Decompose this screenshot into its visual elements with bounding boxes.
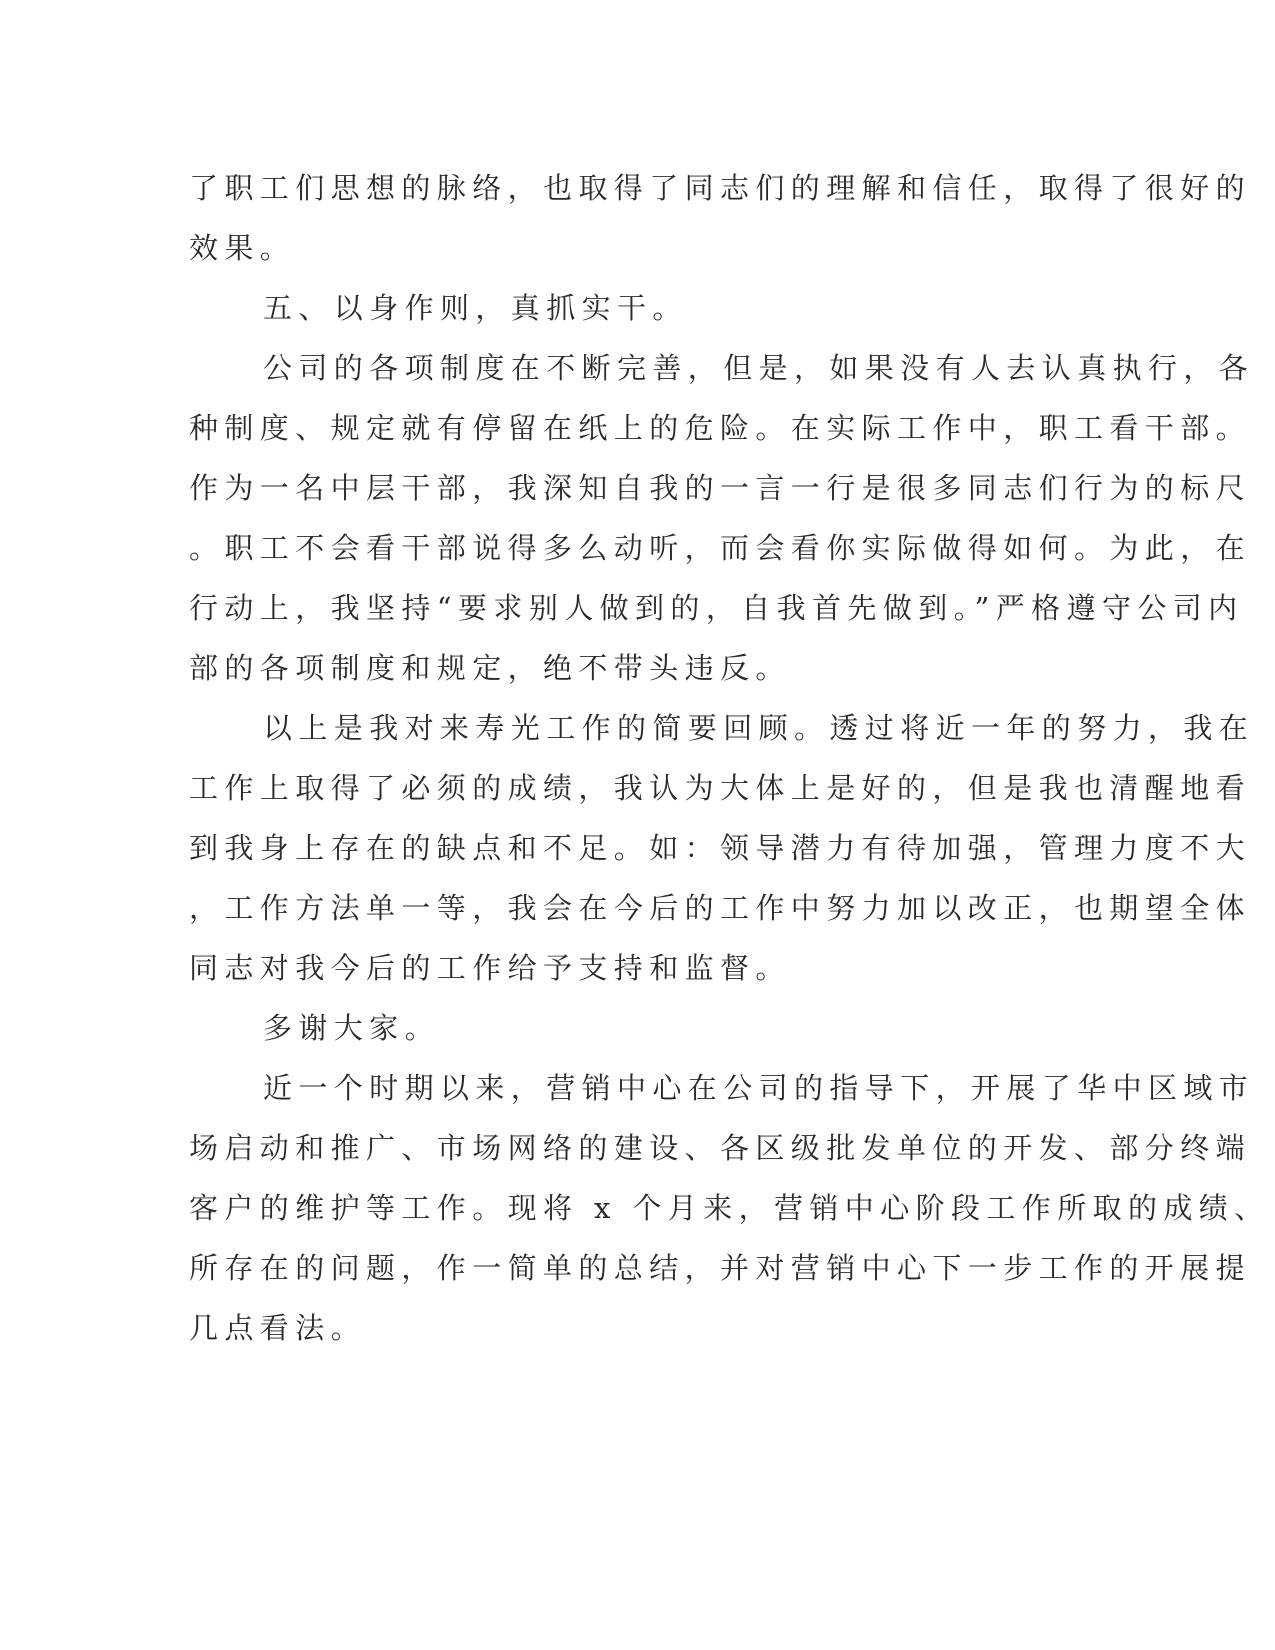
text-line: ，工作方法单一等，我会在今后的工作中努力加以改正，也期望全体 <box>189 891 1252 925</box>
text-line: 效果。 <box>189 231 296 265</box>
document-body <box>189 158 1270 1358</box>
section-heading: 五、以身作则，真抓实干。 <box>263 291 688 325</box>
text-line: 部的各项制度和规定，绝不带头违反。 <box>189 651 791 685</box>
text-line: 工作上取得了必须的成绩，我认为大体上是好的，但是我也清醒地看 <box>189 771 1252 805</box>
text-line: 了职工们思想的脉络，也取得了同志们的理解和信任，取得了很好的 <box>189 171 1252 205</box>
text-line: 同志对我今后的工作给予支持和监督。 <box>189 951 791 985</box>
text-line: 场启动和推广、市场网络的建设、各区级批发单位的开发、部分终端 <box>189 1131 1252 1165</box>
text-line: 近一个时期以来，营销中心在公司的指导下，开展了华中区域市 <box>263 1071 1255 1105</box>
text-line: 客户的维护等工作。现将 x 个月来，营销中心阶段工作所取的成绩、 <box>189 1191 1270 1225</box>
closing-line: 多谢大家。 <box>263 1011 441 1045</box>
text-line: 行动上，我坚持“要求别人做到的，自我首先做到。”严格遵守公司内 <box>189 591 1244 625</box>
text-line: 以上是我对来寿光工作的简要回顾。透过将近一年的努力，我在 <box>263 711 1255 745</box>
text-line: 公司的各项制度在不断完善，但是，如果没有人去认真执行，各 <box>263 351 1255 385</box>
text-line: 所存在的问题，作一简单的总结，并对营销中心下一步工作的开展提 <box>189 1251 1252 1285</box>
text-line: 几点看法。 <box>189 1311 367 1345</box>
text-line: 到我身上存在的缺点和不足。如：领导潜力有待加强，管理力度不大 <box>189 831 1252 865</box>
text-line: 。职工不会看干部说得多么动听，而会看你实际做得如何。为此，在 <box>189 531 1252 565</box>
text-line: 种制度、规定就有停留在纸上的危险。在实际工作中，职工看干部。 <box>189 411 1252 445</box>
text-line: 作为一名中层干部，我深知自我的一言一行是很多同志们行为的标尺 <box>189 471 1252 505</box>
